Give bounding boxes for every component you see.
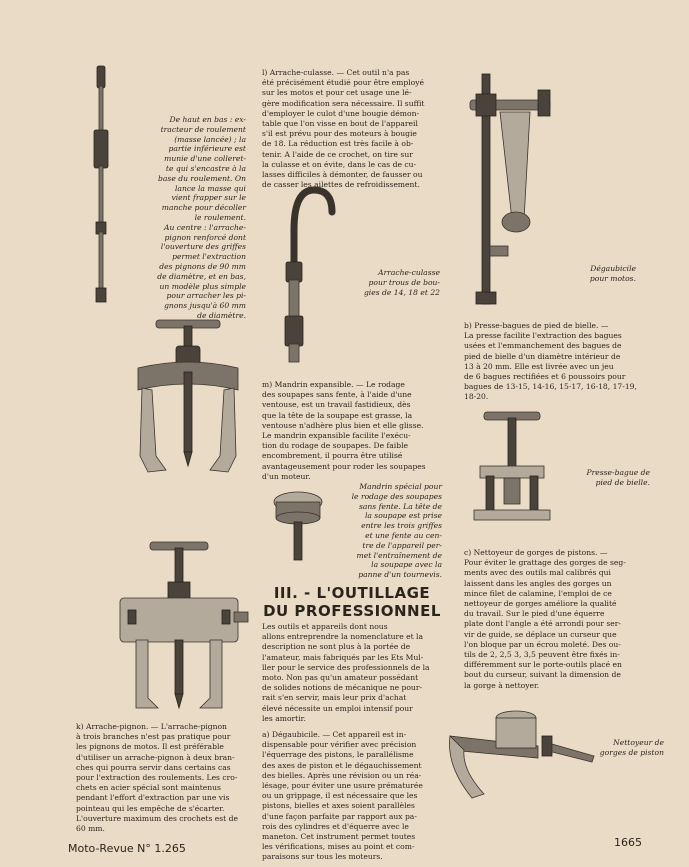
footer-magazine: Moto-Revue N° 1.265: [68, 842, 186, 855]
presse-bague-illustration: [470, 408, 554, 524]
caption-mandrin: Mandrin spécial pour le rodage des soupapes sans fente. La tête de la soupape est prise entre les trois griffes et une fente au cen- tre de l'appareil per- met l'entraînement de la soupape avec la panne d'un tournevis.: [351, 482, 442, 580]
paragraph-presse-bagues: b) Presse-bagues de pied de bielle. — La presse facilite l'extraction des bagues usées et l'emmanchement des bagues de pied de bielle d'un diamètre intérieur de 13 à 20 mm. Elle est livrée avec un jeu de 6 bagues rectifiées et 6 poussoirs pour bagues de 13-15, 14-16, 15-17, 16-18, 17-19, 18-20.: [464, 321, 637, 402]
arrache-culasse-illustration: [262, 184, 342, 366]
caption-degaubicile: Dégaubicile pour motos.: [589, 264, 636, 283]
paragraph-outillage-intro: Les outils et appareils dont nous allons entreprendre la nomenclature et la description ne sont plus à la portée de l'amateur, mais fabriqués par les Ets Mul- ller pour le service des professionnels de la moto. Non pas qu'un amateur possédant de solides notions de mécanique ne pour- rait s'en servir, mais leur prix d'achat élevé nécessite un emploi intensif pour les amortir.: [262, 622, 430, 723]
paragraph-degaubicile: a) Dégaubicile. — Cet appareil est in- dispensable pour vérifier avec précision l'équerrage des pistons, le parallélisme des axes de piston et le dégauchissement des bielles. Après une révision ou un réa- lésage, pour éviter une usure prématurée ou un grippage, il est nécessaire que les pistons, bielles et axes soient parallèles d'une façon parfaite par rapport aux pa- rois des cylindres et d'équerre avec le maneton. Cet instrument permet toutes les vérifications, mises au point et com- paraisons sur tous les moteurs.: [262, 730, 423, 862]
arrache-pignon-simple-illustration: [114, 538, 252, 718]
caption-presse-bague: Presse-bague de pied de bielle.: [586, 468, 650, 487]
paragraph-nettoyeur: c) Nettoyeur de gorges de pistons. — Pour éviter le grattage des gorges de seg- ments avec des outils mal calibrés qui laissent dans les angles des gorges un mince filet de calamine, l'emploi de ce nettoyeur de gorges améliore la qualité du travail. Sur le pied d'une équerre plate dont l'angle a été arrondi pour ser- vir de guide, se déplace un curseur que l'on bloque par un écrou moleté. Des ou- tils de 2, 2,5 3, 3,5 peuvent être fixés in- différemment sur le porte-outils placé en bout du curseur, suivant la dimension de la gorge à nettoyer.: [464, 548, 626, 690]
caption-nettoyeur: Nettoyeur de gorges de piston: [599, 738, 664, 757]
page-number: 1665: [614, 836, 642, 849]
paragraph-arrache-culasse: l) Arrache-culasse. — Cet outil n'a pas été précisément étudié pour être employé sur les motos et pour cet usage une lé- gère modification sera nécessaire. Il suffit d'employer le culot d'une bougie démon- table que l'on visse en bout de l'appareil s'il est prévu pour des moteurs à bougie de 18. La réduction est très facile à ob- tenir. A l'aide de ce crochet, on tire sur la culasse et on évite, dans le cas de cu- lasses difficiles à démonter, de fausser ou de casser les ailettes de refroidissement.: [262, 68, 425, 190]
section-heading: III. - L'OUTILLAGE DU PROFESSIONNEL: [263, 584, 441, 620]
arrache-pignon-renforce-illustration: [126, 316, 250, 476]
extracteur-roulement-illustration: [86, 62, 116, 312]
mandrin-expansible-illustration: [270, 488, 326, 564]
paragraph-arrache-pignon: k) Arrache-pignon. — L'arrache-pignon à trois branches n'est pas pratique pour les pignons de motos. Il est préférable d'utiliser un arrache-pignon à deux bran- ches qui pourra servir dans certains cas pour l'extraction des roulements. Les cro- chets en acier spécial sont maintenus pendant l'effort d'extraction par une vis pointeau qui les empêche de s'écarter. L'ouverture maximum des crochets est de 60 mm.: [76, 722, 238, 834]
caption-arrache-culasse: Arrache-culasse pour trous de bou- gies de 14, 18 et 22: [363, 268, 440, 297]
paragraph-mandrin: m) Mandrin expansible. — Le rodage des soupapes sans fente, à l'aide d'une ventouse, est un travail fastidieux, dès que la tête de la soupape est grasse, la ventouse n'adhère plus bien et elle glisse. Le mandrin expansible facilite l'exécu- tion du rodage de soupapes. De faible encombrement, il pourra être utilisé avantageusement pour roder les soupapes d'un moteur.: [262, 380, 426, 481]
caption-extracteur: De haut en bas : ex- tracteur de roulement (masse lancée) ; la partie inférieure est munie d'une colleret- te qui s'encastre à la base du roulement. On lance la masse qui vient frapper sur le manche pour décoller le roulement. Au centre : l'arrache- pignon renforcé dont l'ouverture des griffes permet l'extraction des pignons de 90 mm de diamètre, et en bas, un modèle plus simple pour arracher les pi- gnons jusqu'à 60 mm de diamètre.: [157, 115, 246, 320]
